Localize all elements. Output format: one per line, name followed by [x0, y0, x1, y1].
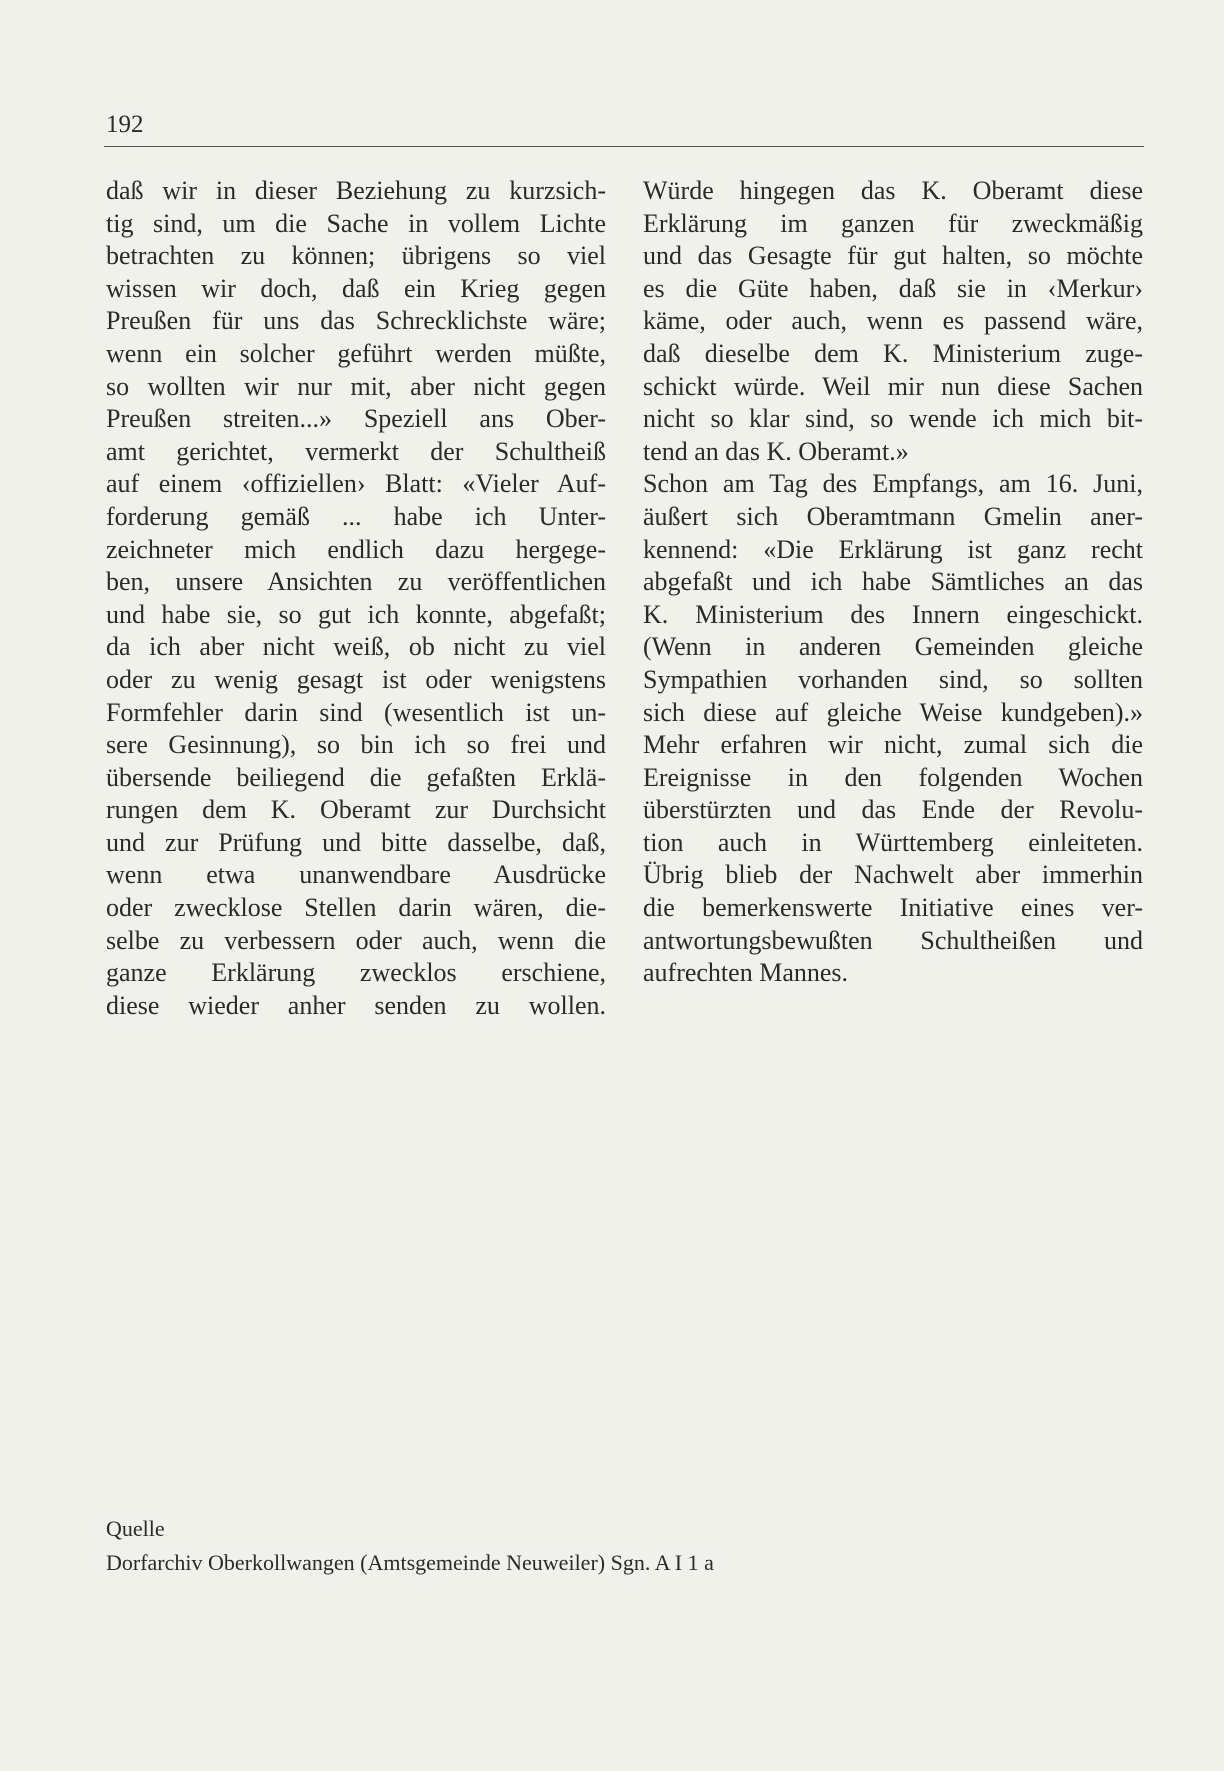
text-line: sere Gesinnung), so bin ich so frei und: [106, 730, 606, 760]
text-line: wenn etwa unanwendbare Ausdrücke: [106, 860, 606, 890]
text-line: oder zwecklose Stellen darin wären, die-: [106, 893, 606, 923]
text-line: die bemerkenswerte Initiative eines ver-: [643, 893, 1143, 923]
text-line: kennend: «Die Erklärung ist ganz recht: [643, 534, 1143, 564]
text-line: amt gerichtet, vermerkt der Schultheiß: [106, 436, 606, 466]
text-line: Übrig blieb der Nachwelt aber immerhin: [643, 860, 1143, 890]
text-line: Würde hingegen das K. Oberamt diese: [643, 176, 1143, 205]
text-line: tion auch in Württemberg einleiteten.: [643, 827, 1143, 857]
text-line: Erklärung im ganzen für zweckmäßig: [643, 208, 1143, 238]
text-line: ganze Erklärung zwecklos erschiene,: [106, 958, 606, 988]
text-line: da ich aber nicht weiß, ob nicht zu viel: [106, 632, 606, 662]
text-line: so wollten wir nur mit, aber nicht gegen: [106, 371, 606, 401]
text-line: schickt würde. Weil mir nun diese Sachen: [643, 371, 1143, 401]
text-line: selbe zu verbessern oder auch, wenn die: [106, 925, 606, 955]
text-line: wenn ein solcher geführt werden müßte,: [106, 338, 606, 368]
text-line: Preußen für uns das Schrecklichste wäre;: [106, 306, 606, 336]
text-line: Sympathien vorhanden sind, so sollten: [643, 664, 1143, 694]
text-line: nicht so klar sind, so wende ich mich bit-: [643, 404, 1143, 434]
text-line: Mehr erfahren wir nicht, zumal sich die: [643, 730, 1143, 760]
text-line: betrachten zu können; übrigens so viel: [106, 241, 606, 271]
text-line: daß dieselbe dem K. Ministerium zuge-: [643, 338, 1143, 368]
header-rule: [104, 146, 1144, 147]
text-line: auf einem ‹offiziellen› Blatt: «Vieler Auf-: [106, 469, 606, 499]
text-line: Ereignisse in den folgenden Wochen: [643, 762, 1143, 792]
text-line: äußert sich Oberamtmann Gmelin aner-: [643, 501, 1143, 531]
text-line: wissen wir doch, daß ein Krieg gegen: [106, 273, 606, 303]
source-citation: Dorfarchiv Oberkollwangen (Amtsgemeinde Neuweiler) Sgn. A I 1 a: [106, 1550, 714, 1575]
source-section: [106, 1512, 714, 1580]
text-line: Schon am Tag des Empfangs, am 16. Juni,: [643, 469, 1143, 499]
text-line: diese wieder anher senden zu wollen.: [106, 990, 606, 1020]
text-line: tig sind, um die Sache in vollem Lichte: [106, 208, 606, 238]
text-line: und zur Prüfung und bitte dasselbe, daß,: [106, 827, 606, 857]
text-line: K. Ministerium des Innern eingeschickt.: [643, 599, 1143, 629]
text-line: übersende beiliegend die gefaßten Erklä-: [106, 762, 606, 792]
text-line: und das Gesagte für gut halten, so möchte: [643, 241, 1143, 271]
text-line: rungen dem K. Oberamt zur Durchsicht: [106, 795, 606, 825]
text-line: es die Güte haben, daß sie in ‹Merkur›: [643, 273, 1143, 303]
text-line: überstürzten und das Ende der Revolu-: [643, 795, 1143, 825]
text-line: sich diese auf gleiche Weise kundgeben).»: [643, 697, 1143, 727]
text-line: aufrechten Mannes.: [643, 958, 849, 988]
page-number: 192: [106, 111, 144, 138]
text-line: forderung gemäß ... habe ich Unter-: [106, 501, 606, 531]
text-line: zeichneter mich endlich dazu hergege-: [106, 534, 606, 564]
text-line: tend an das K. Oberamt.»: [643, 436, 909, 466]
text-line: Formfehler darin sind (wesentlich ist un-: [106, 697, 606, 727]
right-column: [643, 175, 1143, 990]
text-line: ben, unsere Ansichten zu veröffentlichen: [106, 567, 606, 597]
text-line: oder zu wenig gesagt ist oder wenigstens: [106, 664, 606, 694]
text-line: daß wir in dieser Beziehung zu kurzsich-: [106, 176, 606, 205]
source-label: Quelle: [106, 1516, 165, 1541]
text-line: und habe sie, so gut ich konnte, abgefaßt;: [106, 599, 606, 629]
text-line: Preußen streiten...» Speziell ans Ober-: [106, 404, 606, 434]
text-line: antwortungsbewußten Schultheißen und: [643, 925, 1143, 955]
text-line: (Wenn in anderen Gemeinden gleiche: [643, 632, 1143, 662]
text-line: käme, oder auch, wenn es passend wäre,: [643, 306, 1143, 336]
text-line: abgefaßt und ich habe Sämtliches an das: [643, 567, 1143, 597]
left-column: [106, 175, 606, 1022]
